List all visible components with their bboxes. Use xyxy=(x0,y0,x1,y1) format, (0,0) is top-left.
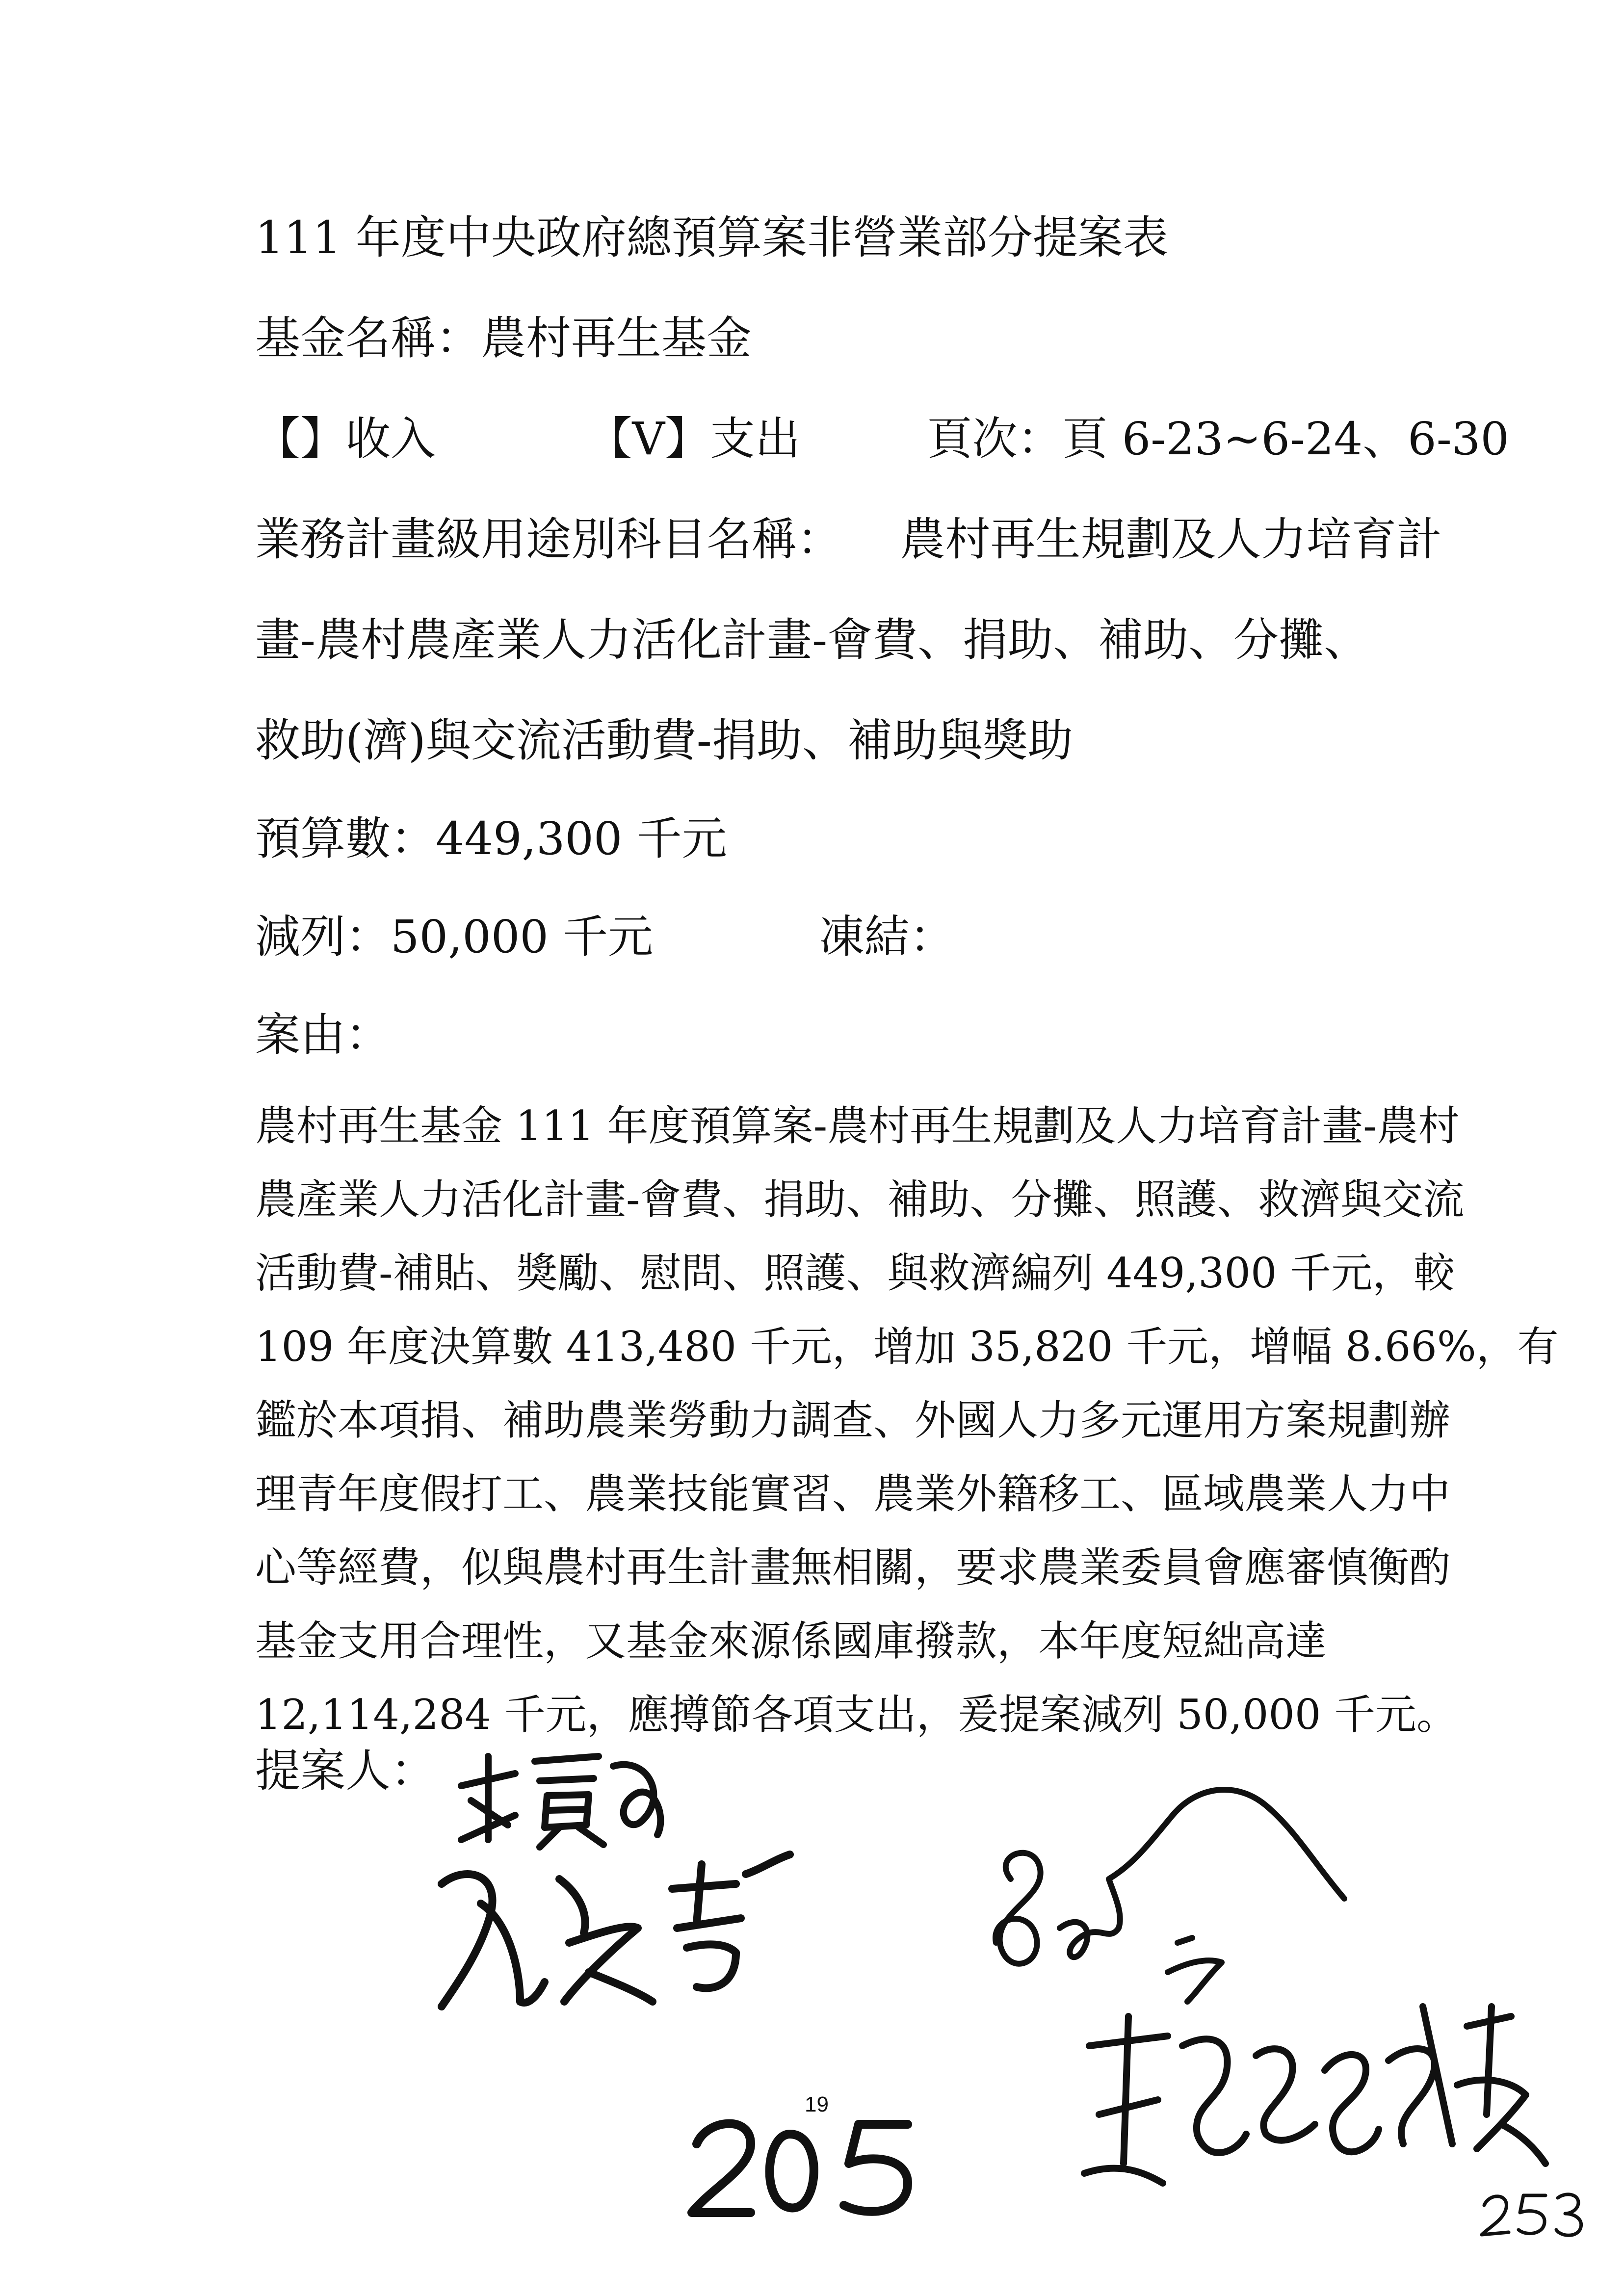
handwritten-corner-number xyxy=(1477,2183,1590,2242)
category-row xyxy=(255,412,1509,466)
subject-line-2: 畫-農村農產業人力活化計畫-會費、捐助、補助、分攤、 xyxy=(255,614,1369,666)
signature-2 xyxy=(422,1845,834,2021)
reason-text-line: 基金支用合理性，又基金來源係國庫撥款，本年度短絀高達 xyxy=(255,1617,1327,1665)
reduction-amount: 減列：50,000 千元 xyxy=(255,911,654,963)
subject-label: 業務計畫級用途別科目名稱： xyxy=(255,513,842,566)
reason-text-line: 109 年度決算數 413,480 千元，增加 35,820 千元，增幅 8.66%，有 xyxy=(255,1323,1559,1371)
budget-amount: 預算數：449,300 千元 xyxy=(255,812,727,865)
income-checkbox-label: 【】收入 xyxy=(255,413,436,465)
subject-line-1 xyxy=(255,513,1442,567)
page-number: 19 xyxy=(805,2092,829,2116)
subject-value: 農村再生規劃及人力培育計 xyxy=(900,513,1442,566)
reason-text-line: 理青年度假打工、農業技能實習、農業外籍移工、區域農業人力中 xyxy=(255,1470,1451,1518)
reason-text-line: 12,114,284 千元，應撙節各項支出，爰提案減列 50,000 千元。 xyxy=(255,1691,1458,1739)
fund-name: 基金名稱：農村再生基金 xyxy=(255,312,752,365)
reason-text-line: 活動費-補貼、獎勵、慰問、照護、與救濟編列 449,300 千元，較 xyxy=(255,1249,1455,1297)
subject-line-3: 救助(濟)與交流活動費-捐助、補助與獎助 xyxy=(255,714,1073,767)
budget-row xyxy=(255,910,955,964)
form-title: 111 年度中央政府總預算案非營業部分提案表 xyxy=(255,211,1168,264)
proposer-label: 提案人： xyxy=(255,1745,436,1797)
reason-label: 案由： xyxy=(255,1009,391,1061)
reason-text-line: 農村再生基金 111 年度預算案-農村再生規劃及人力培育計畫-農村 xyxy=(255,1102,1460,1150)
page-reference: 頁次：頁 6-23~6-24、6-30 xyxy=(927,413,1509,465)
freeze-label: 凍結： xyxy=(819,911,955,963)
reason-text-line: 鑑於本項捐、補助農業勞動力調查、外國人力多元運用方案規劃辦 xyxy=(255,1396,1451,1444)
signature-3 xyxy=(962,1766,1403,2021)
reason-text-line: 心等經費，似與農村再生計畫無相關，要求農業委員會應審慎衡酌 xyxy=(255,1543,1451,1592)
expense-checkbox-label: 【V】支出 xyxy=(587,413,800,465)
handwritten-stamp-number xyxy=(677,2105,932,2232)
signature-1 xyxy=(442,1727,677,1854)
reason-text-line: 農產業人力活化計畫-會費、捐助、補助、分攤、照護、救濟與交流 xyxy=(255,1175,1465,1224)
